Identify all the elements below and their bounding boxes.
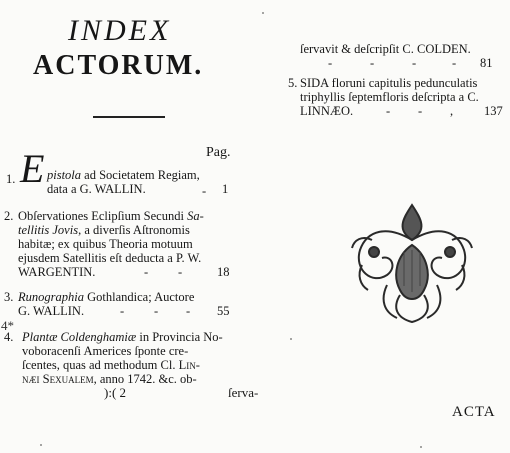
entry-number: 5.	[288, 76, 298, 90]
entry-line: WARGENTIN.	[18, 265, 96, 279]
divider-rule	[93, 116, 165, 118]
dash: ,	[450, 104, 454, 118]
page-number: 55	[217, 304, 230, 318]
continuation-leader: - - - - 81	[328, 56, 493, 70]
entry-text: , a diverſis Aſtronomis	[78, 223, 190, 237]
catchword: ACTA	[452, 404, 496, 420]
continuation-line: ſervavit & deſcripſit C. COLDEN.	[300, 42, 471, 56]
margin-mark: 4*	[1, 318, 14, 333]
paper-speck	[290, 338, 292, 340]
entry-line: triphyllis ſeptemfloris deſcripta a C.	[300, 90, 479, 104]
catchword: ſerva-	[228, 385, 259, 400]
entry-text-smallcaps: Lin-	[175, 358, 200, 372]
index-title: INDEX	[68, 14, 172, 47]
dash: -	[418, 104, 423, 118]
entry-number: 3.	[4, 290, 14, 304]
entry-line: LINNÆO.	[300, 104, 354, 118]
entry-line: ejusdem Satellitis eſt deducta a P. W.	[18, 251, 202, 265]
entry-number: 2.	[4, 209, 14, 223]
entry-5	[288, 76, 510, 122]
paper-speck	[420, 446, 422, 448]
dash: -	[178, 265, 183, 279]
entry-text: Gothlandica; Auctore	[83, 290, 195, 304]
page-number: 18	[217, 265, 230, 279]
paper-speck	[262, 12, 264, 14]
entry-text-italic: Sa-	[183, 209, 204, 223]
entry-text: , anno 1742. &c. ob-	[93, 372, 197, 386]
dash: -	[120, 304, 125, 318]
actorum-title: ACTORUM.	[33, 50, 204, 81]
entry-2	[0, 209, 240, 289]
entry-text: Obſervationes Eclipſium Secundi	[18, 209, 184, 223]
paper-speck	[40, 444, 42, 446]
dash: -	[144, 265, 149, 279]
page-number: 1	[222, 182, 229, 196]
entry-3	[0, 290, 240, 320]
dash: -	[154, 304, 159, 318]
entry-line: G. WALLIN.	[18, 304, 85, 318]
fleuron-ornament-icon	[342, 190, 482, 330]
page-number: 81	[480, 56, 493, 70]
entry-number: 4.	[4, 330, 14, 344]
entry-text: ad Societatem Regiam,	[81, 168, 200, 182]
page-number: 137	[484, 104, 503, 118]
signature-mark: ):( 2	[104, 385, 127, 400]
dash: -	[202, 184, 207, 198]
entry-text: ſcentes, quas ad methodum Cl.	[22, 358, 176, 372]
entry-text-italic: Plantæ Coldenghamiæ	[22, 330, 137, 344]
entry-line: data a G. WALLIN.	[47, 182, 146, 196]
entry-text-italic: tellitis Jovis	[18, 223, 79, 237]
pag-label: Pag.	[206, 145, 231, 160]
entry-number: 1.	[6, 172, 16, 186]
entry-line: voboracenſi Americes ſponte cre-	[22, 344, 189, 358]
entry-text: in Provincia No-	[136, 330, 223, 344]
entry-4	[0, 326, 240, 386]
dash: -	[186, 304, 191, 318]
entry-text-italic: pistola	[47, 168, 82, 182]
entry-text-italic: Runographia	[18, 290, 84, 304]
drop-initial: E	[20, 146, 45, 191]
entry-line: SIDA floruni capitulis pedunculatis	[300, 76, 478, 90]
entry-line: habitæ; ex quibus Theoria motuum	[18, 237, 193, 251]
entry-text-smallcaps: næi Sexualem	[22, 372, 94, 386]
dash: -	[386, 104, 391, 118]
